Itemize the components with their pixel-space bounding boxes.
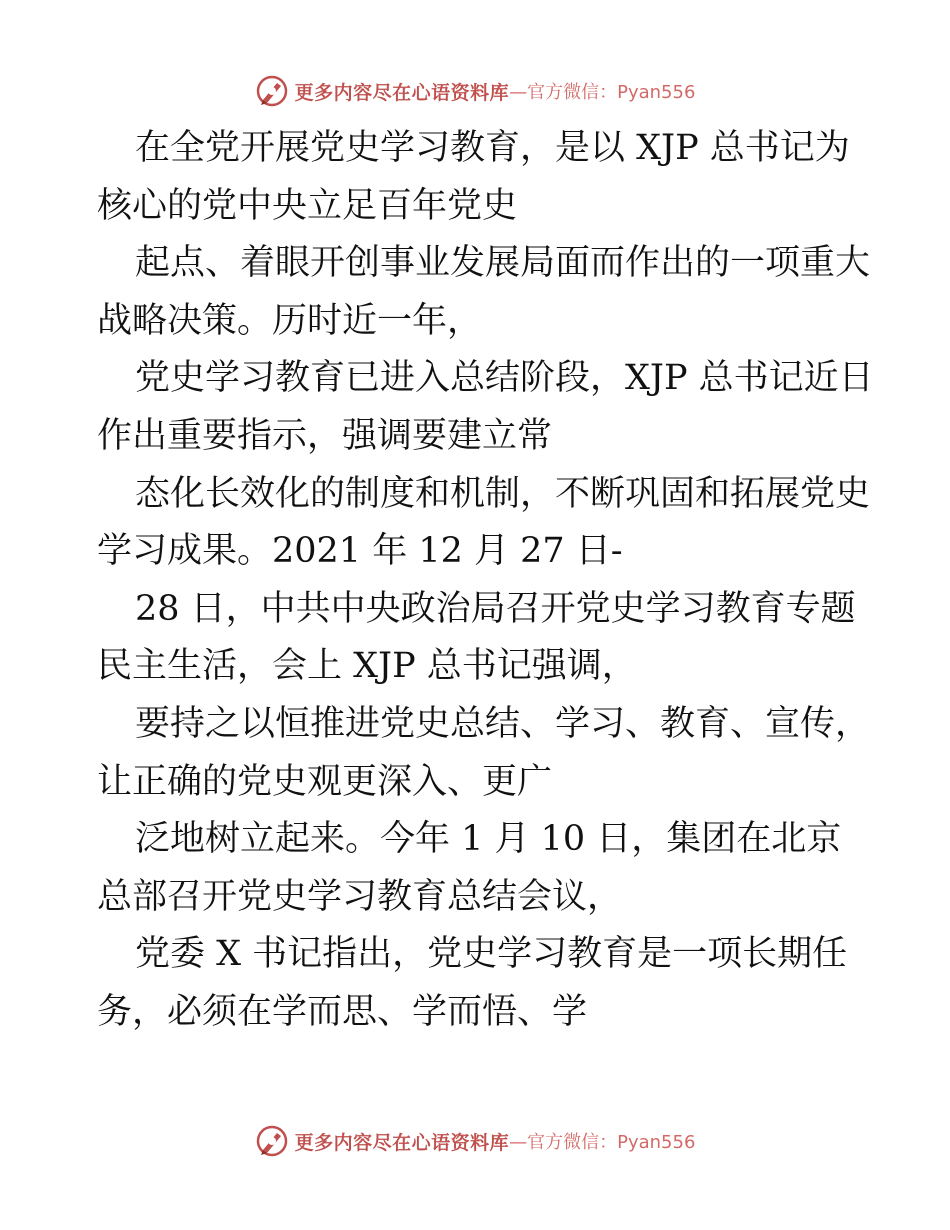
red-pen-circle-logo-icon xyxy=(255,1124,289,1158)
paragraph xyxy=(97,581,857,696)
paragraph-line: 起点、着眼开创事业发展局面而作出的一项重大 xyxy=(135,243,871,284)
paragraph xyxy=(97,466,871,581)
paragraph xyxy=(97,811,857,926)
paragraph-line: 战略决策。历时近一年， xyxy=(97,300,483,341)
footer-watermark xyxy=(0,1121,950,1161)
paragraph-line: 务，必须在学而思、学而悟、学 xyxy=(97,991,588,1032)
footer-site-name: 更多内容尽在心语资料库 xyxy=(294,1131,510,1154)
paragraph-line: 民主生活，会上 XJP 总书记强调， xyxy=(97,646,637,687)
header-watermark xyxy=(0,71,950,111)
paragraph-line: 作出重要指示，强调要建立常 xyxy=(97,415,553,456)
paragraph-line: 党史学习教育已进入总结阶段，XJP 总书记近日 xyxy=(135,358,874,399)
paragraph-line: 泛地树立起来。今年 1 月 10 日，集团在北京 xyxy=(135,819,842,860)
paragraph-line: 态化长效化的制度和机制，不断巩固和拓展党史 xyxy=(135,473,871,514)
paragraph-line: 28 日，中共中央政治局召开党史学习教育专题 xyxy=(135,588,856,629)
paragraph xyxy=(97,926,857,1041)
header-site-name: 更多内容尽在心语资料库 xyxy=(294,81,510,104)
red-pen-circle-logo-icon xyxy=(255,74,289,108)
paragraph-line: 总部召开党史学习教育总结会议， xyxy=(97,876,623,917)
paragraph-line: 党委 X 书记指出，党史学习教育是一项长期任 xyxy=(135,934,848,975)
paragraph-line: 让正确的党史观更深入、更广 xyxy=(97,761,553,802)
paragraph-line: 在全党开展党史学习教育，是以 XJP 总书记为 xyxy=(135,128,850,168)
paragraph xyxy=(97,696,871,811)
paragraph-line: 学习成果。2021 年 12 月 27 日- xyxy=(97,531,623,572)
footer-wechat: —官方微信：Pyan556 xyxy=(509,1132,696,1153)
paragraph-line: 要持之以恒推进党史总结、学习、教育、宣传， xyxy=(135,703,871,744)
header-wechat: —官方微信：Pyan556 xyxy=(509,82,696,103)
paragraph xyxy=(97,120,857,235)
paragraph xyxy=(97,235,871,350)
paragraph-line: 核心的党中央立足百年党史 xyxy=(97,185,518,226)
paragraph xyxy=(97,350,874,465)
body-text xyxy=(97,120,874,1042)
